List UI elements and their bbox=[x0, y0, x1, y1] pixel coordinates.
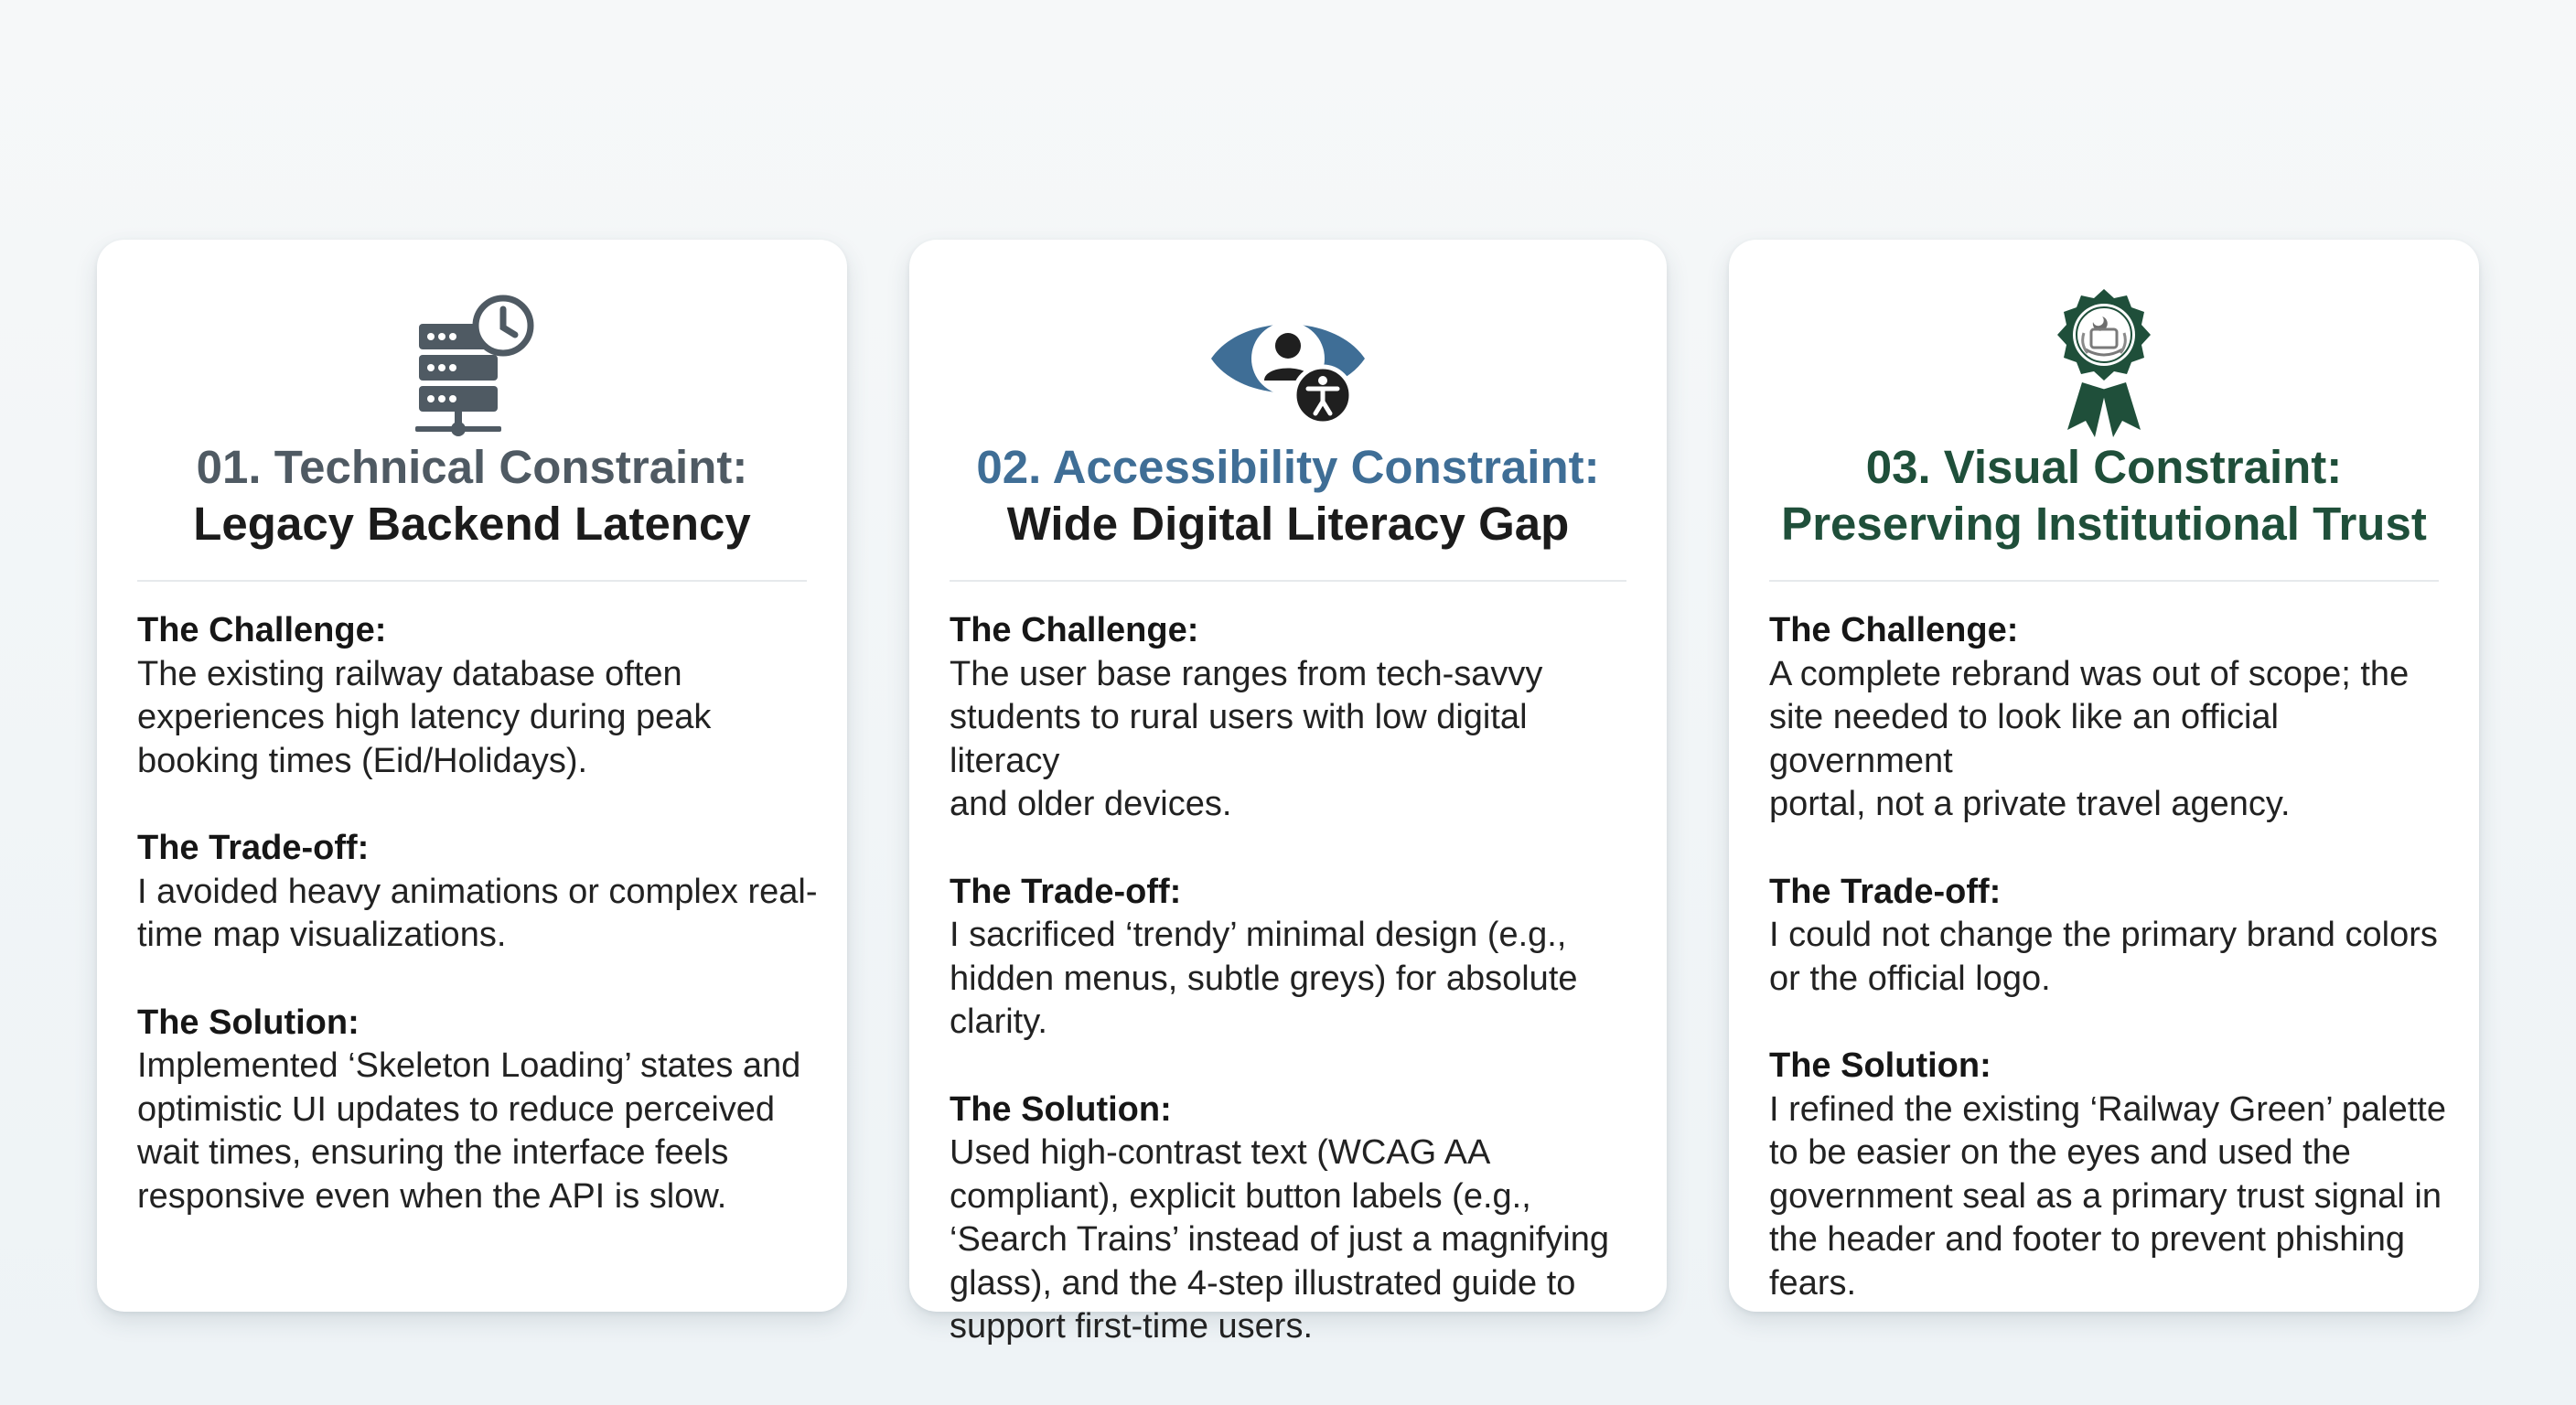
divider bbox=[950, 580, 1626, 582]
constraint-card-accessibility bbox=[909, 240, 1667, 1346]
constraint-card-visual bbox=[1729, 240, 2479, 1312]
card-title-subtitle: Preserving Institutional Trust bbox=[1781, 498, 2427, 550]
card-title-number: 01. Technical Constraint: bbox=[196, 441, 748, 493]
solution-section bbox=[950, 1089, 1639, 1349]
solution-text: Used high-contrast text (WCAG AA compliant), explicit button labels (e.g., ‘Search Trains’ instead of just a magnifying glass), and the 4-step illustrated guide to support first-time users. bbox=[950, 1133, 1609, 1346]
divider bbox=[1769, 580, 2439, 582]
challenge-heading: The Challenge: bbox=[950, 611, 1199, 649]
tradeoff-section bbox=[950, 871, 1639, 1045]
card-title-subtitle: Wide Digital Literacy Gap bbox=[1006, 498, 1570, 550]
eye-accessibility-icon bbox=[1206, 276, 1370, 441]
challenge-heading: The Challenge: bbox=[137, 611, 387, 649]
tradeoff-text: I could not change the primary brand colors or the official logo. bbox=[1769, 916, 2438, 998]
tradeoff-heading: The Trade-off: bbox=[137, 829, 370, 867]
card-title-number: 03. Visual Constraint: bbox=[1865, 441, 2343, 493]
constraint-card-technical bbox=[97, 240, 847, 1312]
tradeoff-text: I sacrificed ‘trendy’ minimal design (e.g., hidden menus, subtle greys) for absolute clarity. bbox=[950, 916, 1578, 1041]
challenge-heading: The Challenge: bbox=[1769, 611, 2019, 649]
solution-section bbox=[1769, 1045, 2452, 1305]
divider bbox=[137, 580, 807, 582]
card-body bbox=[137, 609, 820, 1262]
solution-text: I refined the existing ‘Railway Green’ palette to be easier on the eyes and used the government seal as a primary trust signal in the header and footer to prevent phishing fears. bbox=[1769, 1089, 2446, 1303]
card-title-subtitle: Legacy Backend Latency bbox=[193, 498, 751, 550]
tradeoff-heading: The Trade-off: bbox=[1769, 872, 2002, 911]
challenge-text: The user base ranges from tech-savvy students to rural users with low digital literacy and older devices. bbox=[950, 654, 1543, 823]
server-clock-icon bbox=[390, 276, 554, 441]
challenge-section bbox=[137, 609, 820, 783]
government-seal-icon bbox=[2022, 276, 2186, 441]
card-title-number: 02. Accessibility Constraint: bbox=[976, 441, 1600, 493]
challenge-text: A complete rebrand was out of scope; the site needed to look like an official government portal, not a private travel agency. bbox=[1769, 654, 2410, 823]
solution-heading: The Solution: bbox=[137, 1003, 360, 1042]
card-title bbox=[134, 439, 810, 552]
tradeoff-text: I avoided heavy animations or complex real- time map visualizations. bbox=[137, 872, 818, 954]
tradeoff-heading: The Trade-off: bbox=[950, 872, 1182, 911]
challenge-text: The existing railway database often experiences high latency during peak booking times (Eid/Holidays). bbox=[137, 654, 712, 780]
tradeoff-section bbox=[1769, 871, 2452, 1002]
card-title bbox=[946, 439, 1630, 552]
solution-heading: The Solution: bbox=[1769, 1046, 1991, 1085]
solution-section bbox=[137, 1002, 820, 1219]
challenge-section bbox=[1769, 609, 2452, 827]
tradeoff-section bbox=[137, 827, 820, 958]
challenge-section bbox=[950, 609, 1639, 827]
card-body bbox=[1769, 609, 2452, 1349]
card-title bbox=[1766, 439, 2442, 552]
card-body bbox=[950, 609, 1639, 1393]
solution-heading: The Solution: bbox=[950, 1089, 1172, 1129]
solution-text: Implemented ‘Skeleton Loading’ states and optimistic UI updates to reduce perceived wait times, ensuring the interface feels responsive even when the API is slow. bbox=[137, 1046, 801, 1216]
